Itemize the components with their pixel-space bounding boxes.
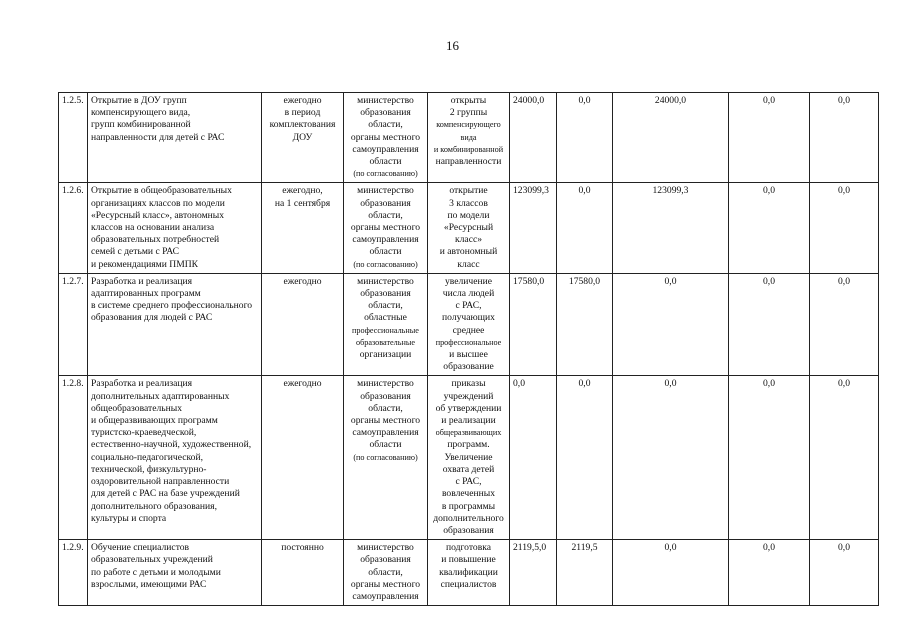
item-number: 1.2.5.	[59, 93, 88, 183]
measure-name	[88, 540, 262, 606]
cell-line: подготовка	[445, 542, 492, 554]
cell-line: Разработка и реализация	[91, 275, 193, 287]
cell-line: Открытие в общеобразовательных	[91, 185, 232, 197]
cell-line: дополнительного	[433, 512, 504, 524]
cell-line: Открытие в ДОУ групп	[91, 95, 187, 106]
cell-line: по работе с детьми и молодыми	[91, 566, 221, 578]
cell-line: области,	[368, 402, 403, 414]
cell-line: классов на основании анализа	[91, 222, 215, 234]
cell-line: организациях классов по модели	[91, 197, 225, 209]
cell-line: вовлеченных	[441, 488, 496, 500]
cell-line: «Ресурсный	[443, 222, 494, 234]
cell-line: класс	[457, 258, 480, 270]
cell-line: ежегодно,	[282, 185, 323, 197]
cell-line: ежегодно	[283, 95, 322, 106]
cell-line: организации	[359, 349, 412, 361]
cell-line: среднее	[452, 324, 485, 336]
page-number: 16	[446, 38, 459, 53]
executor-cell	[344, 540, 428, 606]
executor-cell	[344, 376, 428, 540]
cell-line: области,	[368, 119, 403, 131]
cell-line: министерство	[357, 95, 414, 106]
cell-line: самоуправления	[352, 143, 419, 155]
municipal-funding: 0,0	[729, 540, 810, 606]
cell-line: класс»	[454, 234, 483, 246]
item-number: 1.2.9.	[59, 540, 88, 606]
cell-line: профессиональное	[435, 337, 502, 347]
cell-line: министерство	[357, 378, 414, 390]
cell-line: образовательных потребностей	[91, 234, 220, 246]
measure-name	[88, 273, 262, 376]
cell-line: культуры и спорта	[91, 512, 167, 524]
cell-line: направленности	[435, 156, 502, 168]
cell-line: квалификации	[439, 566, 498, 578]
cell-line: областные	[364, 312, 407, 324]
cell-line: 3 классов	[449, 197, 488, 209]
cell-line: получающих	[442, 312, 495, 324]
regional-funding: 24000,0	[613, 93, 729, 183]
cell-line: туристско-краеведческой,	[91, 427, 197, 439]
federal-funding: 0,0	[557, 93, 613, 183]
cell-line: числа людей	[442, 288, 495, 300]
cell-line: охвата детей	[442, 463, 495, 475]
cell-line: области	[369, 156, 402, 168]
cell-line: оздоровительной направленности	[91, 476, 230, 488]
other-funding: 0,0	[810, 376, 879, 540]
cell-line: Увеличение	[444, 451, 493, 463]
executor-cell	[344, 93, 428, 183]
other-funding: 0,0	[810, 540, 879, 606]
cell-line: министерство	[357, 185, 414, 197]
cell-line: комплектования	[269, 119, 336, 131]
cell-line: 2 группы	[449, 107, 488, 119]
regional-funding: 0,0	[613, 273, 729, 376]
result-cell	[428, 273, 510, 376]
table-row	[59, 540, 879, 606]
other-funding: 0,0	[810, 273, 879, 376]
cell-line: и реализации	[441, 415, 496, 427]
cell-line: образования	[443, 524, 494, 536]
cell-line: взрослыми, имеющими РАС	[91, 578, 207, 590]
executor-cell	[344, 183, 428, 273]
cell-line: и повышение	[441, 554, 496, 566]
cell-line: образования	[360, 107, 411, 119]
cell-line: органы местного	[350, 415, 421, 427]
cell-line: для детей с РАС на базе учреждений	[91, 488, 240, 500]
term-cell	[262, 376, 344, 540]
cell-line: и высшее	[449, 349, 488, 361]
result-cell	[428, 540, 510, 606]
federal-funding: 0,0	[557, 183, 613, 273]
table-row	[59, 273, 879, 376]
cell-line: образования	[360, 288, 411, 300]
cell-line: и общеразвивающих программ	[91, 415, 218, 427]
result-cell	[428, 376, 510, 540]
table-row	[59, 183, 879, 273]
cell-line: «Ресурсный класс», автономных	[91, 209, 225, 221]
other-funding: 0,0	[810, 93, 879, 183]
cell-line: области	[369, 246, 402, 258]
cell-line: (по согласованию)	[353, 169, 418, 179]
cell-line: образование	[443, 361, 494, 373]
cell-line: компенсирующего вида,	[91, 107, 191, 119]
municipal-funding: 0,0	[729, 93, 810, 183]
measure-name	[88, 93, 262, 183]
regional-funding: 0,0	[613, 540, 729, 606]
cell-line: образования	[360, 554, 411, 566]
cell-line: приказы	[451, 378, 486, 390]
measure-name	[88, 183, 262, 273]
cell-line: направленности для детей с РАС	[91, 131, 225, 143]
cell-line: с РАС,	[455, 476, 482, 488]
cell-line: области,	[368, 300, 403, 312]
measures-table	[58, 92, 879, 606]
cell-line: органы местного	[350, 578, 421, 590]
cell-line: самоуправления	[352, 590, 419, 602]
cell-line: и рекомендациями ПМПК	[91, 258, 199, 270]
cell-line: общеразвивающих	[435, 428, 502, 438]
cell-line: профессиональные	[352, 325, 419, 335]
cell-line: ДОУ	[292, 131, 313, 143]
table-row	[59, 93, 879, 183]
cell-line: образования	[360, 197, 411, 209]
cell-line: Разработка и реализация	[91, 378, 193, 390]
cell-line: компенсирующего	[436, 120, 501, 130]
cell-line: в период	[284, 107, 321, 119]
table-row	[59, 376, 879, 540]
cell-line: образовательные	[356, 337, 415, 347]
cell-line: технической, физкультурно-	[91, 463, 207, 475]
cell-line: открыты	[450, 95, 487, 106]
cell-line: вида	[460, 132, 477, 142]
cell-line: постоянно	[281, 542, 324, 554]
cell-line: специалистов	[440, 578, 497, 590]
cell-line: Обучение специалистов	[91, 542, 190, 554]
cell-line: области,	[368, 566, 403, 578]
cell-line: семей с детьми с РАС	[91, 246, 180, 258]
cell-line: социально-педагогической,	[91, 451, 204, 463]
municipal-funding: 0,0	[729, 183, 810, 273]
term-cell	[262, 93, 344, 183]
cell-line: и комбинированной	[433, 144, 504, 154]
cell-line: образовательных учреждений	[91, 554, 213, 566]
cell-line: органы местного	[350, 131, 421, 143]
cell-line: (по согласованию)	[353, 452, 418, 462]
total-funding: 0,0	[510, 376, 557, 540]
cell-line: и автономный	[439, 246, 498, 258]
item-number: 1.2.7.	[59, 273, 88, 376]
cell-line: открытие	[449, 185, 488, 197]
cell-line: учреждений	[443, 390, 494, 402]
cell-line: образования	[360, 390, 411, 402]
cell-line: области,	[368, 209, 403, 221]
cell-line: министерство	[357, 542, 414, 554]
term-cell	[262, 540, 344, 606]
cell-line: органы местного	[350, 222, 421, 234]
total-funding: 123099,3	[510, 183, 557, 273]
cell-line: на 1 сентября	[274, 197, 331, 209]
other-funding: 0,0	[810, 183, 879, 273]
cell-line: самоуправления	[352, 234, 419, 246]
cell-line: по модели	[447, 209, 490, 221]
term-cell	[262, 273, 344, 376]
total-funding: 24000,0	[510, 93, 557, 183]
result-cell	[428, 93, 510, 183]
cell-line: дополнительного образования,	[91, 500, 217, 512]
municipal-funding: 0,0	[729, 376, 810, 540]
regional-funding: 0,0	[613, 376, 729, 540]
cell-line: увеличение	[444, 275, 493, 287]
item-number: 1.2.8.	[59, 376, 88, 540]
cell-line: в системе среднего профессионального	[91, 300, 253, 312]
cell-line: министерство	[357, 275, 414, 287]
cell-line: групп комбинированной	[91, 119, 191, 131]
regional-funding: 123099,3	[613, 183, 729, 273]
measure-name	[88, 376, 262, 540]
cell-line: об утверждении	[435, 402, 502, 414]
result-cell	[428, 183, 510, 273]
cell-line: с РАС,	[455, 300, 482, 312]
federal-funding: 2119,5	[557, 540, 613, 606]
cell-line: области	[369, 439, 402, 451]
cell-line: самоуправления	[352, 427, 419, 439]
cell-line: ежегодно	[283, 378, 322, 390]
federal-funding: 0,0	[557, 376, 613, 540]
total-funding: 2119,5,0	[510, 540, 557, 606]
executor-cell	[344, 273, 428, 376]
federal-funding: 17580,0	[557, 273, 613, 376]
cell-line: естественно-научной, художественной,	[91, 439, 252, 451]
cell-line: ежегодно	[283, 275, 322, 287]
cell-line: адаптированных программ	[91, 288, 201, 300]
cell-line: программ.	[447, 439, 490, 451]
cell-line: в программы	[441, 500, 496, 512]
cell-line: дополнительных адаптированных	[91, 390, 230, 402]
item-number: 1.2.6.	[59, 183, 88, 273]
cell-line: общеобразовательных	[91, 402, 182, 414]
total-funding: 17580,0	[510, 273, 557, 376]
municipal-funding: 0,0	[729, 273, 810, 376]
cell-line: (по согласованию)	[353, 259, 418, 269]
cell-line: образования для людей с РАС	[91, 312, 213, 324]
term-cell	[262, 183, 344, 273]
